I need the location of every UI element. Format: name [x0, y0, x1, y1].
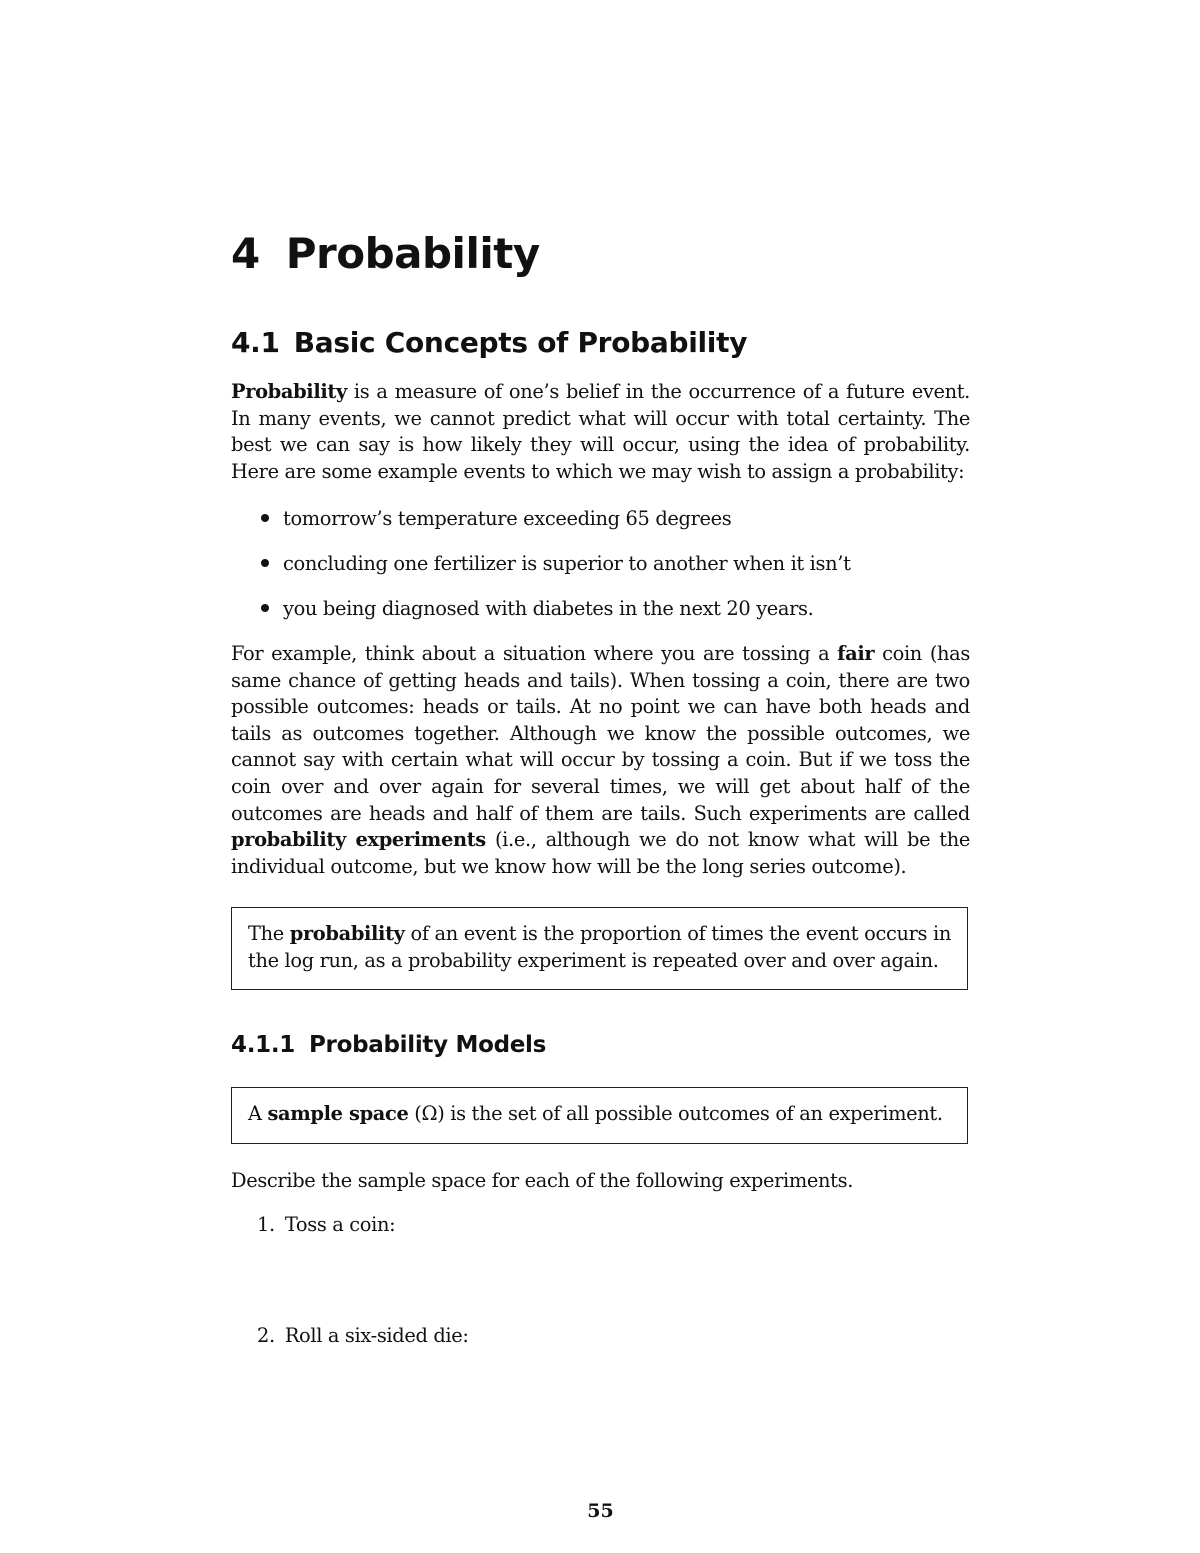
section-title-text: Basic Concepts of Probability — [293, 326, 748, 359]
exercise-number: 2. — [257, 1324, 275, 1347]
list-item — [261, 506, 731, 532]
example-paragraph — [231, 641, 970, 880]
exercise-item — [257, 1324, 469, 1347]
chapter-title-text: Probability — [285, 229, 540, 278]
definition-pre: The — [248, 922, 290, 945]
probability-experiments-term: probability experiments — [231, 828, 486, 852]
probability-definition-box — [231, 907, 968, 990]
subsection-number: 4.1.1 — [231, 1032, 295, 1058]
intro-text: is a measure of one’s belief in the occurrence of a future event. In many events, we cannot predict what will occur with total certainty. The best we can say is how likely they will occur, using the idea of probability. Here are some example events to which we may wish to assign a probability: — [231, 380, 970, 483]
bullet-icon — [261, 604, 269, 612]
list-item-text: tomorrow’s temperature exceeding 65 degrees — [283, 507, 732, 530]
page-number: 55 — [587, 1500, 614, 1522]
sample-space-post: (Ω) is the set of all possible outcomes of an experiment. — [408, 1102, 943, 1125]
exercise-item — [257, 1213, 395, 1236]
sample-space-pre: A — [248, 1102, 268, 1125]
sample-space-definition-box — [231, 1087, 968, 1144]
example-text-3: (i.e., although we do not know what will be the individual outcome, but we know how will be the long series outcome). — [231, 828, 970, 878]
list-item — [261, 551, 851, 577]
list-item-text: you being diagnosed with diabetes in the next 20 years. — [283, 597, 814, 620]
sample-space-term: sample space — [267, 1102, 409, 1125]
definition-term: probability — [289, 922, 405, 945]
describe-instruction: Describe the sample space for each of the following experiments. — [231, 1169, 854, 1192]
document-page — [231, 0, 970, 1553]
fair-term: fair — [837, 642, 875, 665]
subsection-title — [231, 1030, 546, 1060]
definition-post: of an event is the proportion of times the event occurs in the log run, as a probability experiment is repeated over and over again. — [248, 922, 951, 972]
exercise-number: 1. — [257, 1213, 275, 1236]
exercise-text: Toss a coin: — [284, 1213, 396, 1236]
exercise-text: Roll a six-sided die: — [284, 1324, 469, 1347]
example-text-1: For example, think about a situation where you are tossing a — [231, 642, 838, 665]
intro-term: Probability — [231, 380, 347, 403]
sample-space-definition — [248, 1100, 951, 1127]
bullet-icon — [261, 514, 269, 522]
section-number: 4.1 — [231, 326, 280, 359]
intro-paragraph — [231, 379, 970, 485]
list-item-text: concluding one fertilizer is superior to another when it isn’t — [283, 552, 851, 575]
chapter-title — [231, 228, 540, 280]
chapter-number: 4 — [231, 229, 260, 278]
probability-definition — [248, 920, 951, 974]
bullet-icon — [261, 559, 269, 567]
section-title — [231, 325, 747, 361]
example-text-2: coin (has same chance of getting heads and tails). When tossing a coin, there are two possible outcomes: heads or tails. At no point we can have both heads and tails as outcomes together. Although we know the possible outcomes, we cannot say with certain what will occur by tossing a coin. But if we toss the coin over and over again for several times, we will get about half of the outcomes are heads and half of them are tails. Such experiments are called — [231, 642, 970, 825]
list-item — [261, 596, 813, 622]
subsection-title-text: Probability Models — [309, 1032, 547, 1058]
